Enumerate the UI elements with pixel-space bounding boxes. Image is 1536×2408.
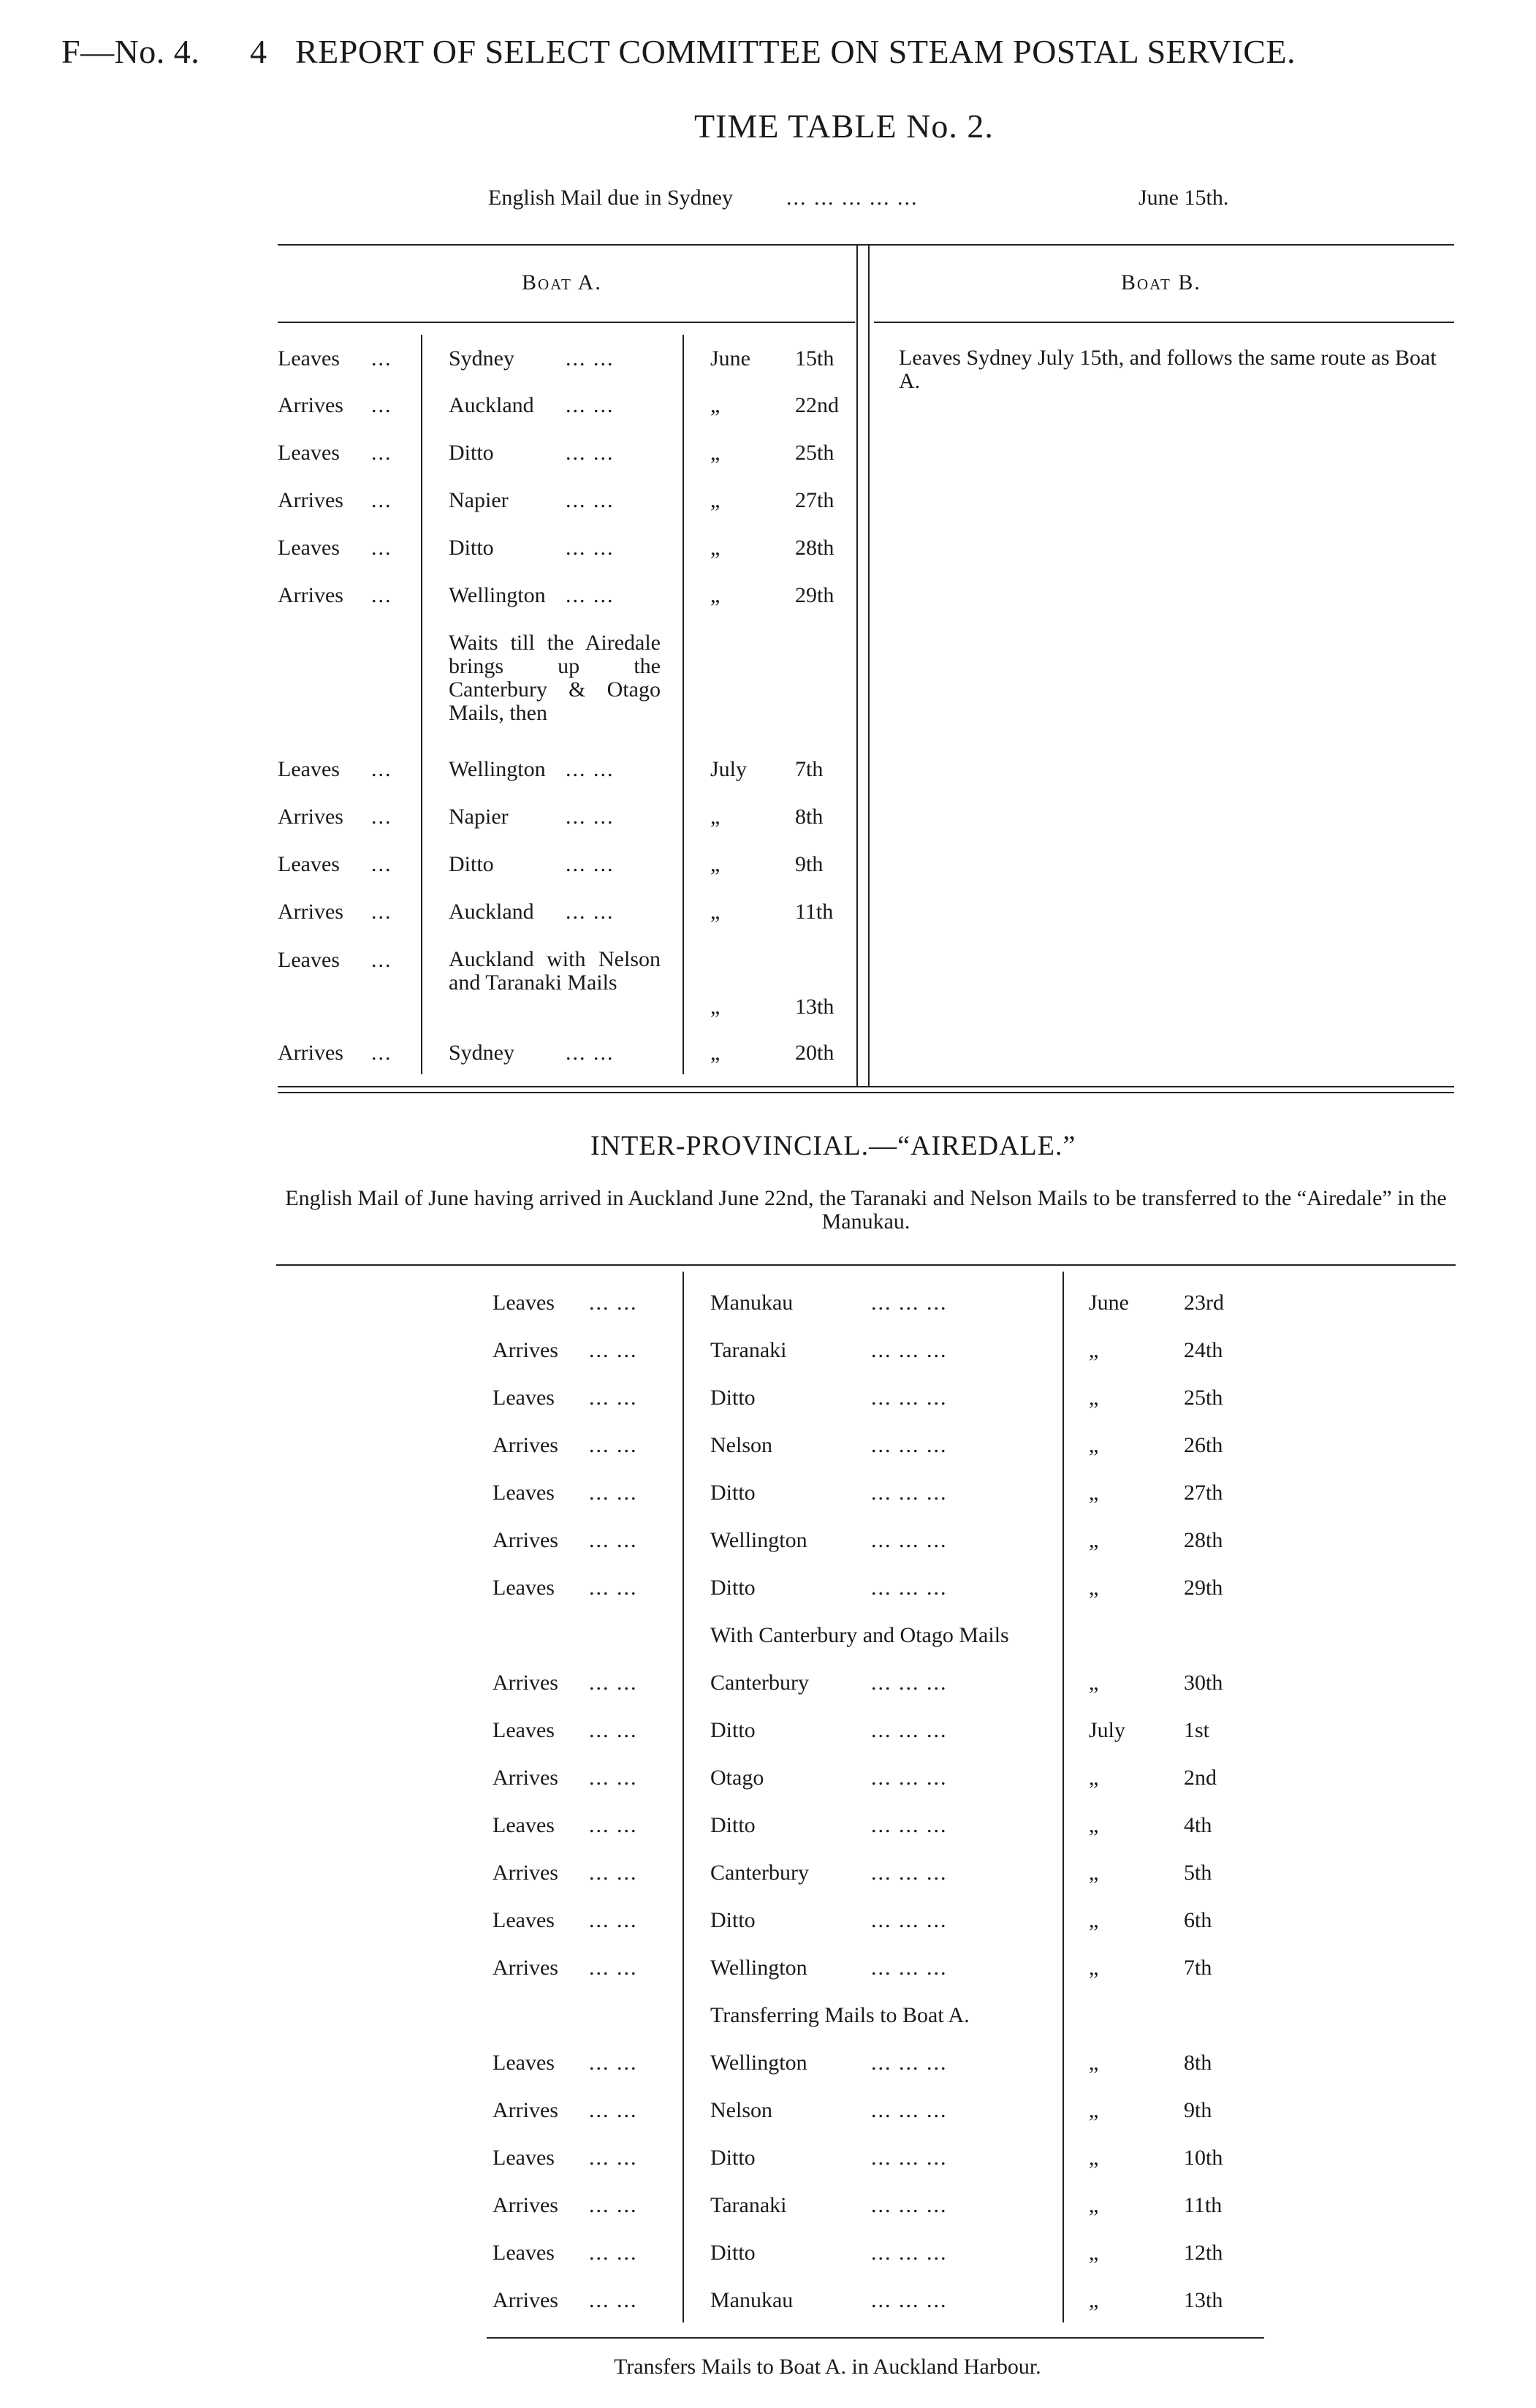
row-action: Arrives <box>493 1671 558 1695</box>
interprovincial-intro: English Mail of June having arrived in Auckland June 22nd, the Taranaki and Nelson Mails to be transferred to the “Airedale” in the Manukau. <box>285 1186 1447 1234</box>
row-place: Ditto <box>449 441 494 465</box>
row-month: „ <box>1089 1861 1099 1885</box>
row-dots: ... ... <box>566 393 615 417</box>
row-action: Arrives <box>278 583 343 607</box>
row-month: „ <box>1089 1576 1099 1600</box>
boat-a-col-divider-2 <box>683 335 684 1074</box>
row-month: „ <box>1089 2146 1099 2170</box>
row-month: „ <box>710 393 721 417</box>
boat-a-heading: Boat A. <box>522 270 602 295</box>
row-dots: ... ... ... <box>871 2146 948 2170</box>
row-day: 11th <box>795 900 834 924</box>
row-day: 11th <box>1184 2193 1223 2217</box>
row-day: 25th <box>1184 1386 1223 1410</box>
row-place: Napier <box>449 488 509 512</box>
row-day: 9th <box>795 852 824 876</box>
ip-col-divider-2 <box>1062 1272 1064 2322</box>
row-month: „ <box>710 536 721 560</box>
row-day: 6th <box>1184 1908 1212 1932</box>
row-day: 4th <box>1184 1813 1212 1837</box>
row-day: 26th <box>1184 1433 1223 1457</box>
row-place: Ditto <box>710 2146 756 2170</box>
row-day: 12th <box>1184 2241 1223 2265</box>
row-month: July <box>710 757 748 781</box>
row-action: Leaves <box>493 1718 555 1742</box>
boat-a-header-rule <box>278 322 855 323</box>
row-dots: ... ... <box>589 1813 638 1837</box>
row-action: Arrives <box>493 1956 558 1980</box>
row-day: 22nd <box>795 393 839 417</box>
row-dots: ... ... <box>589 1291 638 1315</box>
row-place: Wellington <box>449 583 546 607</box>
row-dots: ... ... <box>566 1041 615 1065</box>
row-month: „ <box>1089 1813 1099 1837</box>
row-dots: ... ... <box>566 441 615 465</box>
row-month: „ <box>710 852 721 876</box>
row-month: „ <box>710 805 721 829</box>
row-day: 7th <box>1184 1956 1212 1980</box>
boat-b-heading: Boat B. <box>1121 270 1201 295</box>
row-action: Leaves <box>493 1481 555 1505</box>
row-place: Ditto <box>710 1908 756 1932</box>
row-action: Leaves <box>493 2146 555 2170</box>
row-day: 8th <box>1184 2051 1212 2075</box>
row-day: 1st <box>1184 1718 1210 1742</box>
row-dots: ... ... <box>566 583 615 607</box>
row-dots: ... ... <box>589 1671 638 1695</box>
row-dots: ... ... ... <box>871 1386 948 1410</box>
row-place: Manukau <box>710 1291 794 1315</box>
boat-a-col-divider-1 <box>421 335 422 1074</box>
row-place: Wellington <box>449 757 546 781</box>
row-month: „ <box>710 583 721 607</box>
row-place: Nelson <box>710 2098 772 2122</box>
row-day: 27th <box>1184 1481 1223 1505</box>
row-action: Leaves <box>493 1576 555 1600</box>
boat-b-text: Leaves Sydney July 15th, and follows the same route as Boat A. <box>899 346 1437 393</box>
row-action: Leaves <box>278 536 340 560</box>
row-dots: ... ... <box>589 1766 638 1790</box>
row-action: Leaves <box>493 1291 555 1315</box>
row-dots: ... ... ... <box>871 1576 948 1600</box>
row-place: Wellington <box>710 1956 807 1980</box>
row-place: Ditto <box>710 1718 756 1742</box>
row-day: 25th <box>795 441 834 465</box>
report-title: REPORT OF SELECT COMMITTEE ON STEAM POSTAL SERVICE. <box>295 33 1296 70</box>
row-place: Ditto <box>449 852 494 876</box>
row-day: 2nd <box>1184 1766 1217 1790</box>
row-dots: ... <box>371 393 392 417</box>
row-place: Taranaki <box>710 2193 787 2217</box>
row-month: „ <box>710 488 721 512</box>
row-place: Canterbury <box>710 1861 809 1885</box>
row-place: Ditto <box>710 1481 756 1505</box>
row-day: 8th <box>795 805 824 829</box>
row-day: 7th <box>795 757 824 781</box>
row-dots: ... ... ... <box>871 1291 948 1315</box>
interprovincial-bottom-rule <box>487 2337 1264 2339</box>
row-dots: ... ... <box>589 1908 638 1932</box>
row-dots: ... ... <box>566 346 615 371</box>
row-action: Leaves <box>278 441 340 465</box>
row-dots: ... ... <box>566 852 615 876</box>
row-dots: ... ... <box>589 1576 638 1600</box>
timetable-bottom-rule-1 <box>278 1086 1454 1087</box>
row-action: Arrives <box>493 2193 558 2217</box>
timetable-title: TIME TABLE No. 2. <box>694 107 994 145</box>
row-dots: ... ... ... <box>871 1956 948 1980</box>
row-dots: ... <box>371 900 392 924</box>
row-day: 23rd <box>1184 1291 1224 1315</box>
row-month: June <box>1089 1291 1129 1315</box>
row-action: Leaves <box>278 948 340 972</box>
row-action: Leaves <box>278 852 340 876</box>
row-dots: ... <box>371 1041 392 1065</box>
row-place: Wellington <box>710 1528 807 1552</box>
row-place: Canterbury <box>710 1671 809 1695</box>
row-day: 9th <box>1184 2098 1212 2122</box>
row-month: July <box>1089 1718 1126 1742</box>
row-action: Leaves <box>493 1386 555 1410</box>
row-dots: ... ... <box>589 2098 638 2122</box>
row-day: 24th <box>1184 1338 1223 1362</box>
row-dots: ... ... <box>566 900 615 924</box>
row-day: 28th <box>795 536 834 560</box>
row-place: Auckland with Nelson and Taranaki Mails <box>449 947 661 995</box>
row-dots: ... ... ... <box>871 2098 948 2122</box>
row-dots: ... ... <box>589 1956 638 1980</box>
row-dots: ... ... <box>589 1433 638 1457</box>
row-action: Arrives <box>278 488 343 512</box>
row-month: „ <box>1089 2051 1099 2075</box>
row-dots: ... ... <box>566 757 615 781</box>
row-dots: ... ... ... <box>871 1766 948 1790</box>
row-dots: ... <box>371 346 392 371</box>
row-dots: ... ... ... <box>871 1908 948 1932</box>
row-place: Wellington <box>710 2051 807 2075</box>
row-day: 29th <box>1184 1576 1223 1600</box>
row-action: Arrives <box>493 1861 558 1885</box>
row-month: „ <box>1089 1528 1099 1552</box>
row-place: Auckland <box>449 900 534 924</box>
row-action: Arrives <box>493 1766 558 1790</box>
row-dots: ... ... <box>589 2241 638 2265</box>
row-day: 30th <box>1184 1671 1223 1695</box>
row-action: Arrives <box>493 2098 558 2122</box>
row-dots: ... ... <box>589 2288 638 2312</box>
row-month: „ <box>710 900 721 924</box>
row-month: „ <box>1089 1766 1099 1790</box>
row-dots: ... <box>371 583 392 607</box>
row-dots: ... ... <box>589 1386 638 1410</box>
interprovincial-top-rule <box>276 1264 1456 1266</box>
row-day: 28th <box>1184 1528 1223 1552</box>
row-dots: ... <box>371 441 392 465</box>
row-action: Arrives <box>278 1041 343 1065</box>
row-dots: ... <box>371 488 392 512</box>
row-day: 29th <box>795 583 834 607</box>
row-dots: ... ... <box>589 2051 638 2075</box>
english-mail-label: English Mail due in Sydney <box>488 186 733 210</box>
row-month: „ <box>1089 1671 1099 1695</box>
row-dots: ... ... <box>589 1481 638 1505</box>
row-dots: ... ... <box>589 1718 638 1742</box>
row-action: Arrives <box>278 805 343 829</box>
page-ref: F—No. 4. <box>61 33 200 70</box>
boat-b-header-rule <box>874 322 1454 323</box>
row-action: Arrives <box>493 2288 558 2312</box>
row-dots: ... <box>371 948 392 972</box>
row-month: June <box>710 346 750 371</box>
row-action: Leaves <box>493 2051 555 2075</box>
row-month: „ <box>1089 1386 1099 1410</box>
row-note: Transferring Mails to Boat A. <box>710 2003 970 2027</box>
row-month: „ <box>710 995 721 1019</box>
row-day: 27th <box>795 488 834 512</box>
row-dots: ... <box>371 852 392 876</box>
row-dots: ... ... ... <box>871 1861 948 1885</box>
row-dots: ... ... ... <box>871 2241 948 2265</box>
row-place: Napier <box>449 805 509 829</box>
row-place: Ditto <box>449 536 494 560</box>
row-month: „ <box>1089 1908 1099 1932</box>
row-place: Ditto <box>710 2241 756 2265</box>
row-dots: ... ... ... <box>871 2193 948 2217</box>
row-place: Ditto <box>710 1386 756 1410</box>
english-mail-dots: ... ... ... ... ... <box>786 186 919 210</box>
row-month: „ <box>1089 1433 1099 1457</box>
row-action: Leaves <box>278 757 340 781</box>
row-dots: ... ... ... <box>871 1481 948 1505</box>
row-place: Nelson <box>710 1433 772 1457</box>
row-dots: ... ... <box>566 805 615 829</box>
row-day: 10th <box>1184 2146 1223 2170</box>
row-dots: ... ... <box>589 1338 638 1362</box>
row-dots: ... ... <box>589 2146 638 2170</box>
row-day: 20th <box>795 1041 834 1065</box>
row-place: Ditto <box>710 1813 756 1837</box>
row-month: „ <box>1089 2098 1099 2122</box>
row-dots: ... ... ... <box>871 1528 948 1552</box>
interprovincial-footer: Transfers Mails to Boat A. in Auckland Harbour. <box>614 2355 1041 2379</box>
row-place: Ditto <box>710 1576 756 1600</box>
row-dots: ... ... ... <box>871 1718 948 1742</box>
row-action: Leaves <box>493 1813 555 1837</box>
row-month: „ <box>710 441 721 465</box>
row-dots: ... ... <box>589 1528 638 1552</box>
row-action: Arrives <box>493 1433 558 1457</box>
row-place: Auckland <box>449 393 534 417</box>
row-day: 13th <box>1184 2288 1223 2312</box>
row-dots: ... ... ... <box>871 1671 948 1695</box>
row-month: „ <box>710 1041 721 1065</box>
row-place: Manukau <box>710 2288 794 2312</box>
row-dots: ... ... ... <box>871 1813 948 1837</box>
row-dots: ... ... ... <box>871 1338 948 1362</box>
row-action: Leaves <box>493 2241 555 2265</box>
row-action: Arrives <box>278 900 343 924</box>
interprovincial-title: INTER-PROVINCIAL.—“AIREDALE.” <box>590 1131 1076 1161</box>
timetable-top-rule <box>278 244 1454 246</box>
row-month: „ <box>1089 2288 1099 2312</box>
row-place: Sydney <box>449 346 514 371</box>
row-dots: ... ... ... <box>871 2288 948 2312</box>
row-place: Taranaki <box>710 1338 787 1362</box>
row-place: Sydney <box>449 1041 514 1065</box>
row-action: Arrives <box>493 1338 558 1362</box>
row-dots: ... ... ... <box>871 1433 948 1457</box>
row-action: Leaves <box>278 346 340 371</box>
row-dots: ... <box>371 805 392 829</box>
row-day: 5th <box>1184 1861 1212 1885</box>
ip-col-divider-1 <box>683 1272 684 2322</box>
row-month: „ <box>1089 1481 1099 1505</box>
row-day: 15th <box>795 346 834 371</box>
row-dots: ... ... ... <box>871 2051 948 2075</box>
row-dots: ... ... <box>566 536 615 560</box>
page-number: 4 <box>250 33 267 70</box>
row-month: „ <box>1089 1956 1099 1980</box>
row-place: Otago <box>710 1766 764 1790</box>
row-action: Arrives <box>493 1528 558 1552</box>
timetable-bottom-rule-2 <box>278 1092 1454 1093</box>
row-month: „ <box>1089 1338 1099 1362</box>
row-action: Leaves <box>493 1908 555 1932</box>
row-dots: ... ... <box>589 1861 638 1885</box>
row-dots: ... ... <box>566 488 615 512</box>
row-month: „ <box>1089 2193 1099 2217</box>
row-dots: ... <box>371 757 392 781</box>
row-day: 13th <box>795 995 834 1019</box>
row-dots: ... <box>371 536 392 560</box>
row-month: „ <box>1089 2241 1099 2265</box>
row-action: Arrives <box>278 393 343 417</box>
row-note: With Canterbury and Otago Mails <box>710 1623 1009 1647</box>
row-place: Waits till the Airedale brings up the Canterbury & Otago Mails, then <box>449 631 661 725</box>
row-dots: ... ... <box>589 2193 638 2217</box>
english-mail-date: June 15th. <box>1138 186 1229 210</box>
